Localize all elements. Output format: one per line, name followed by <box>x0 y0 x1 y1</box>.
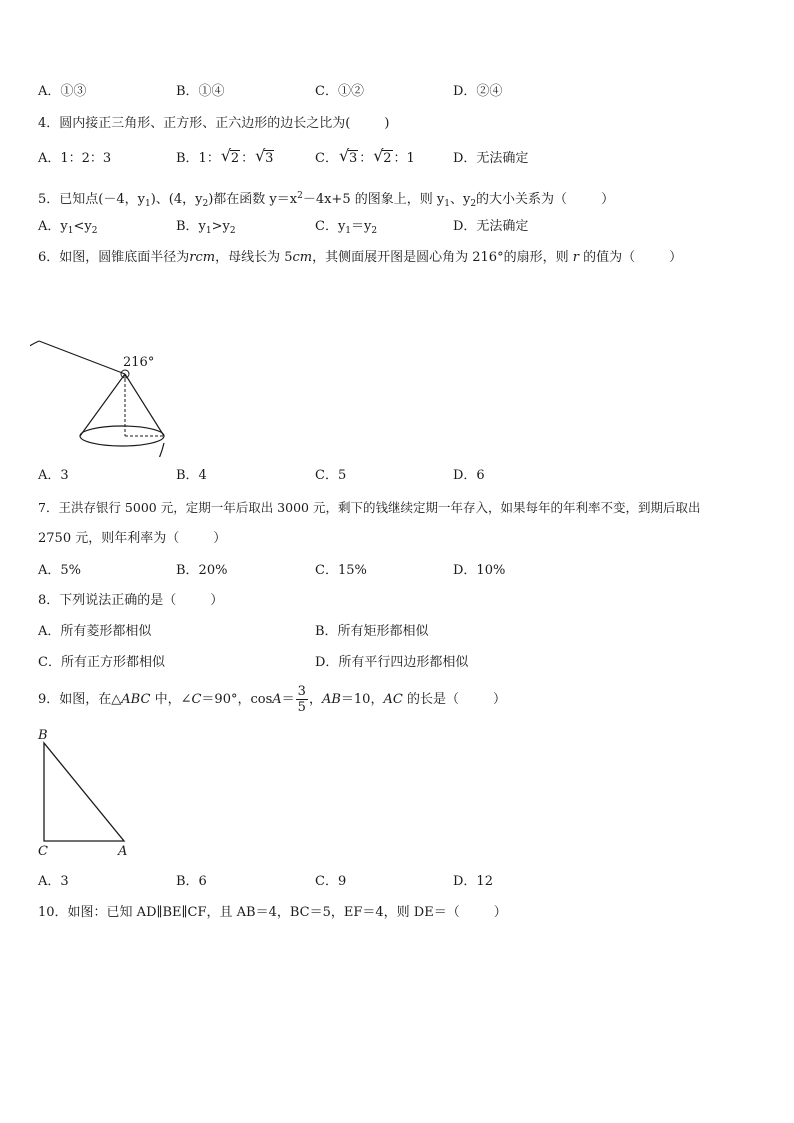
q7-stem-line1: 7．王洪存银行 5000 元，定期一年后取出 3000 元，剩下的钱继续定期一年存入，如果每年的年利率不变，到期后取出 <box>38 500 701 515</box>
sqrt-symbol: √ 2 <box>220 146 240 166</box>
q7-option-c: C．15% <box>315 563 367 578</box>
q7-option-a: A．5% <box>38 563 82 578</box>
vertex-label-b: B <box>38 728 48 743</box>
q3-option-c: C．①② <box>315 84 364 99</box>
q8-stem: 8．下列说法正确的是（ ） <box>38 593 224 608</box>
q8-option-d: D．所有平行四边形都相似 <box>315 655 469 670</box>
q3-option-a: A．①③ <box>38 84 87 99</box>
q5-option-d: D．无法确定 <box>453 219 529 234</box>
q3-option-d: D．②④ <box>453 84 503 99</box>
q6-option-c: C．5 <box>315 468 347 483</box>
q8-option-a: A．所有菱形都相似 <box>38 624 152 639</box>
q8-option-c: C．所有正方形都相似 <box>38 655 165 670</box>
fraction: $\frac{3}{5}$ <box>297 684 306 715</box>
triangle-abc <box>44 743 124 841</box>
q4-option-a: A．1：2：3 <box>38 151 112 166</box>
q9-stem: 9．如图，在△ABC 中，∠C＝90°，cosA＝ $\frac{3}{5}$ ，AB＝10，AC 的长是（ ） <box>38 684 506 715</box>
q9-option-a: A．3 <box>38 874 69 889</box>
q7-stem-line2: 2750 元，则年利率为（ ） <box>38 531 227 546</box>
q5-option-b: B．$y_1>y_2$ <box>176 219 236 236</box>
q9-option-b: B．6 <box>176 874 207 889</box>
q6-stem: 6．如图，圆锥底面半径为rcm，母线长为 5cm，其侧面展开图是圆心角为 216°的扇形，则 r 的值为（ ） <box>38 250 683 265</box>
right-triangle-figure <box>34 725 144 860</box>
q5-option-a: A．$y_1<y_2$ <box>38 219 98 236</box>
q6-option-d: D．6 <box>453 468 485 483</box>
q3-option-b: B．①④ <box>176 84 225 99</box>
q4-stem: 4．圆内接正三角形、正方形、正六边形的边长之比为( ) <box>38 116 390 131</box>
angle-label: 216° <box>123 355 155 370</box>
q8-option-b: B．所有矩形都相似 <box>315 624 429 639</box>
q4-option-c: C． √ 3 ： √ 2 ：1 <box>315 146 415 166</box>
sqrt-symbol: √ 3 <box>255 146 274 166</box>
sqrt-symbol: √ 3 <box>338 146 358 166</box>
q9-option-c: C．9 <box>315 874 347 889</box>
q10-stem: 10．如图：已知 AD∥BE∥CF，且 AB＝4，BC＝5，EF＝4，则 DE＝（ ） <box>38 905 507 920</box>
sector-radius <box>39 341 125 374</box>
q4-option-d: D．无法确定 <box>453 151 529 166</box>
q5-stem: 5．已知点(－4，$y_1$)、(4，$y_2$)都在函数 $y=x^2-4x+5$ 的图象上，则 $y_1$、$y_2$的大小关系为（ ） <box>38 191 615 209</box>
q7-option-b: B．20% <box>176 563 228 578</box>
q5-option-c: C．$y_1=y_2$ <box>315 219 378 236</box>
q7-option-d: D．10% <box>453 563 506 578</box>
q6-option-b: B．4 <box>176 468 207 483</box>
q4-option-b: B．1： √ 2 ： √ 3 <box>176 146 274 166</box>
vertex-label-a: A <box>118 844 128 859</box>
sqrt-symbol: √ 2 <box>373 146 392 166</box>
cone-sector-figure <box>30 272 230 457</box>
q9-option-d: D．12 <box>453 874 493 889</box>
vertex-label-c: C <box>38 844 48 859</box>
q6-option-a: A．3 <box>38 468 69 483</box>
